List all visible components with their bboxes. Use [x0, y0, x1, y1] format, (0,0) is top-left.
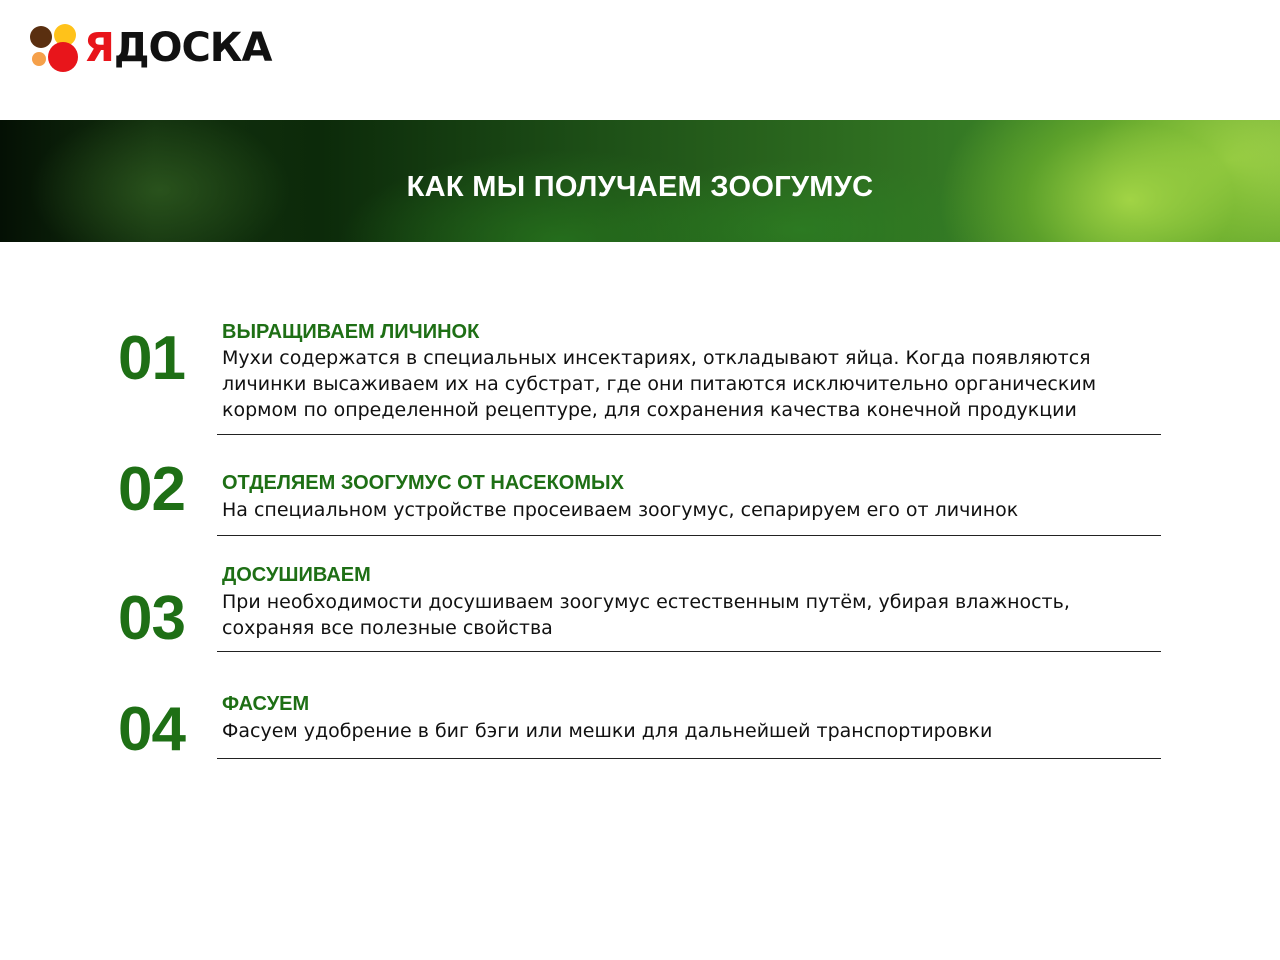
- logo-dot-red: [48, 42, 78, 72]
- step-description: Фасуем удобрение в биг бэги или мешки для дальнейшей транспортировки: [222, 720, 993, 742]
- hero-banner: [0, 120, 1280, 242]
- step-heading: ДОСУШИВАЕМ: [222, 564, 371, 586]
- logo-dot-orange: [32, 52, 46, 66]
- banner-title: КАК МЫ ПОЛУЧАЕМ ЗООГУМУС: [406, 171, 874, 203]
- step-divider: [217, 535, 1161, 536]
- step-heading: ОТДЕЛЯЕМ ЗООГУМУС ОТ НАСЕКОМЫХ: [222, 472, 624, 494]
- logo-wordmark: [84, 24, 271, 72]
- step-divider: [217, 651, 1161, 652]
- step-heading: ФАСУЕМ: [222, 693, 310, 715]
- logo[interactable]: [28, 22, 272, 80]
- step-description: На специальном устройстве просеиваем зоогумус, сепарируем его от личинок: [222, 499, 1019, 521]
- logo-dot-brown: [30, 26, 52, 48]
- step-number: 01: [118, 324, 185, 393]
- step-divider: [217, 434, 1161, 435]
- step-description: При необходимости досушиваем зоогумус естественным путём, убирая влажность, сохраняя все полезные свойства: [222, 591, 1070, 639]
- logo-accent-letter: Я: [84, 25, 114, 71]
- step-number: 02: [118, 455, 185, 524]
- step-description: Мухи содержатся в специальных инсектариях, откладывают яйца. Когда появляются личинки высаживаем их на субстрат, где они питаются исключительно органическим кормом по определенной рецептуре, для сохранения качества конечной продукции: [222, 347, 1097, 421]
- step-heading: ВЫРАЩИВАЕМ ЛИЧИНОК: [222, 321, 480, 343]
- step-number: 04: [118, 695, 185, 764]
- step-divider: [217, 758, 1161, 759]
- logo-rest-text: ДОСКА: [113, 25, 272, 71]
- step-number: 03: [118, 584, 185, 653]
